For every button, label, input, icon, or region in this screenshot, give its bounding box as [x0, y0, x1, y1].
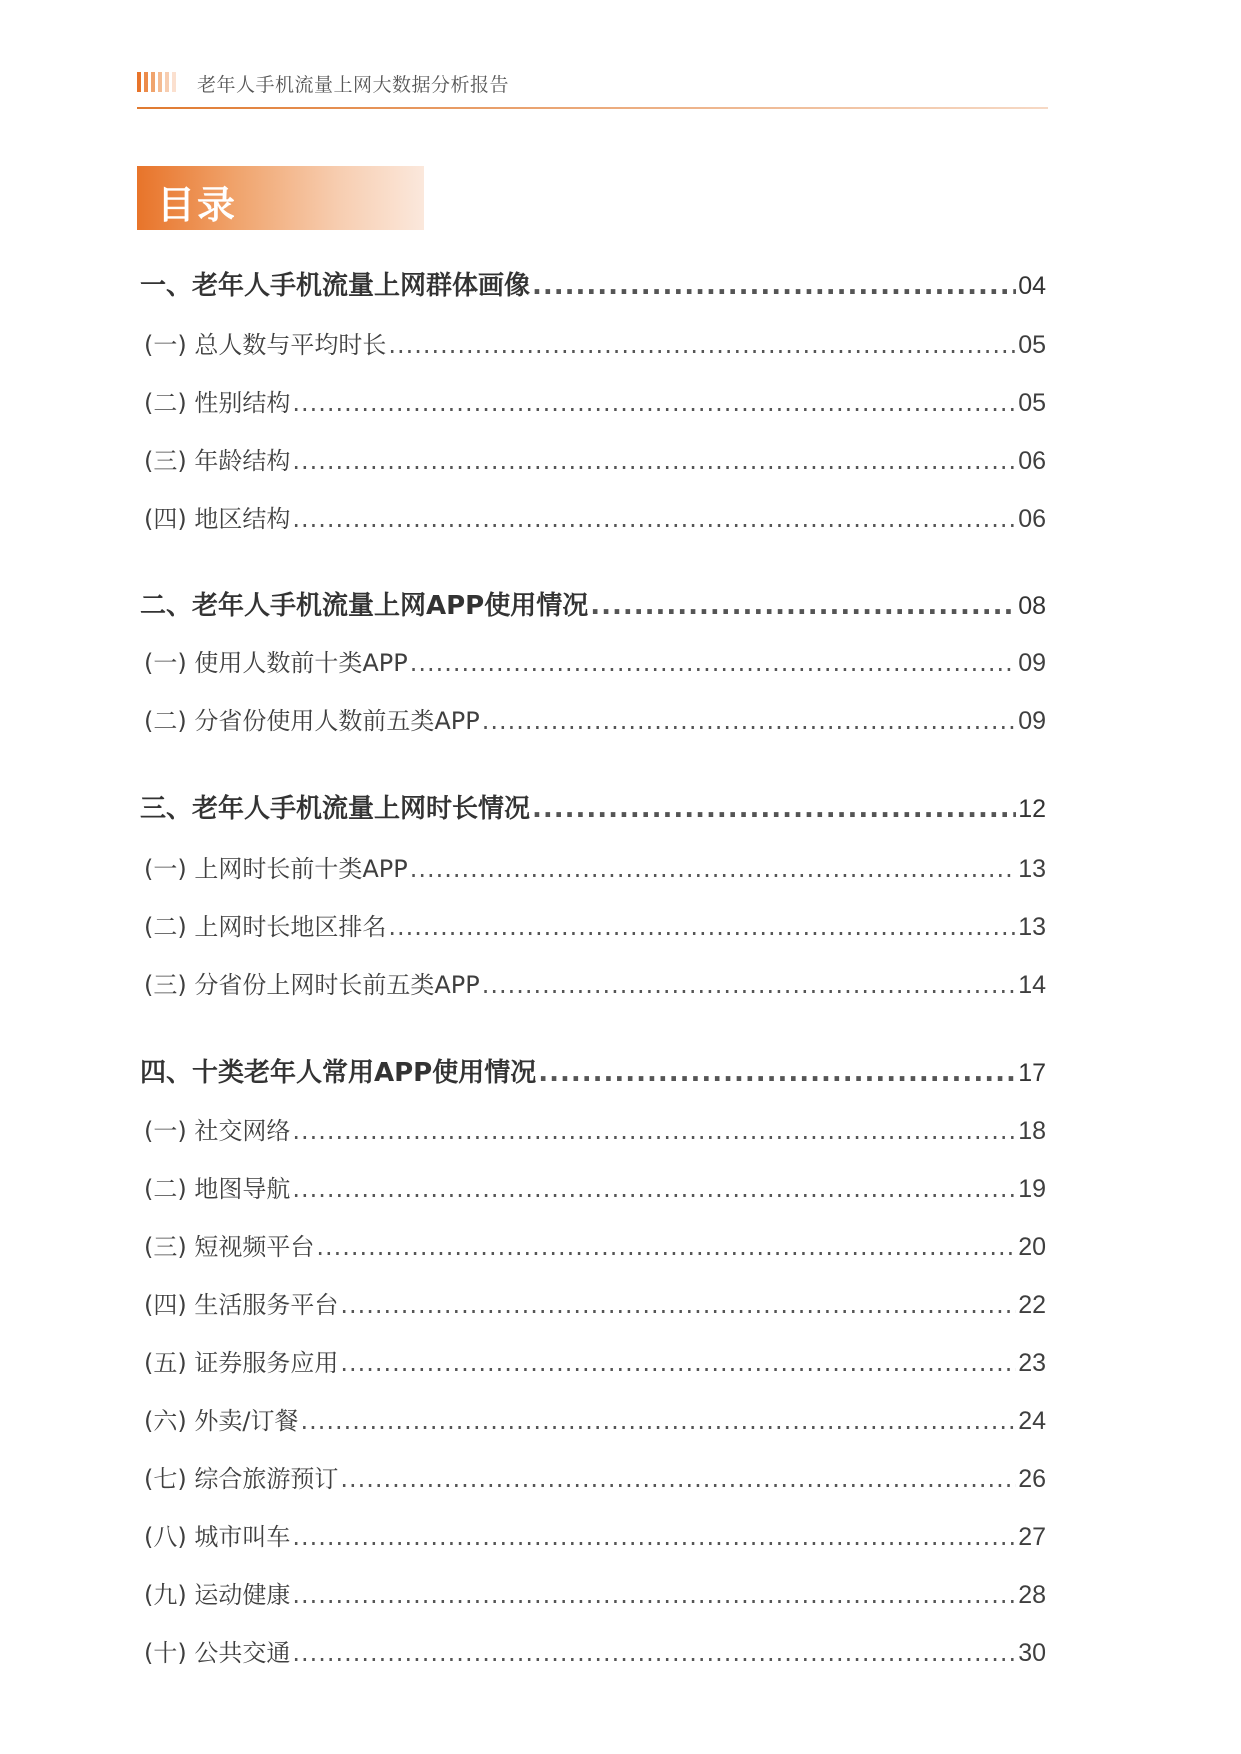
toc-label: (九) 运动健康 — [144, 1581, 291, 1609]
dot-leader — [538, 1058, 1016, 1088]
toc-item[interactable] — [140, 1517, 1046, 1552]
toc-section-2[interactable] — [140, 585, 1046, 622]
bar-6 — [172, 72, 176, 92]
page-header — [137, 68, 1048, 110]
dot-leader — [410, 855, 1016, 883]
toc-label: (七) 综合旅游预订 — [144, 1465, 339, 1493]
toc-page: 26 — [1018, 1465, 1046, 1493]
toc-item[interactable] — [140, 849, 1046, 884]
toc-item[interactable] — [140, 1169, 1046, 1204]
toc-label: 一、老年人手机流量上网群体画像 — [140, 271, 531, 301]
toc-item[interactable] — [140, 499, 1046, 534]
header-divider — [137, 107, 1048, 109]
toc-label: (一) 上网时长前十类APP — [144, 855, 408, 883]
dot-leader — [292, 447, 1016, 475]
dot-leader — [292, 1175, 1016, 1203]
toc-page: 14 — [1018, 971, 1046, 999]
toc-label: (二) 上网时长地区排名 — [144, 913, 387, 941]
dot-leader — [316, 1233, 1016, 1261]
toc-item[interactable] — [140, 1401, 1046, 1436]
toc-page: 30 — [1018, 1639, 1046, 1667]
dot-leader — [292, 1639, 1016, 1667]
report-title: 老年人手机流量上网大数据分析报告 — [197, 74, 510, 96]
toc-label: (八) 城市叫车 — [144, 1523, 291, 1551]
toc-item[interactable] — [140, 383, 1046, 418]
toc-label: (十) 公共交通 — [144, 1639, 291, 1667]
toc-page: 27 — [1018, 1523, 1046, 1551]
dot-leader — [292, 389, 1016, 417]
toc-page: 09 — [1018, 707, 1046, 735]
toc-label: (四) 地区结构 — [144, 505, 291, 533]
toc-label: (一) 总人数与平均时长 — [144, 331, 387, 359]
toc-page: 04 — [1018, 272, 1046, 300]
toc-item[interactable] — [140, 1285, 1046, 1320]
toc-item[interactable] — [140, 1633, 1046, 1668]
dot-leader — [532, 794, 1016, 824]
bar-1 — [137, 72, 141, 92]
dot-leader — [340, 1291, 1016, 1319]
toc-label: (三) 短视频平台 — [144, 1233, 315, 1261]
toc-page: 06 — [1018, 447, 1046, 475]
toc-page: 13 — [1018, 855, 1046, 883]
dot-leader — [300, 1407, 1016, 1435]
toc-page: 24 — [1018, 1407, 1046, 1435]
toc-item[interactable] — [140, 325, 1046, 360]
toc-title: 目录 — [157, 183, 238, 227]
toc-label: (三) 分省份上网时长前五类APP — [144, 971, 480, 999]
toc-item[interactable] — [140, 965, 1046, 1000]
toc-label: (五) 证券服务应用 — [144, 1349, 339, 1377]
toc-section-4[interactable] — [140, 1052, 1046, 1089]
dot-leader — [292, 1581, 1016, 1609]
toc-label: 四、十类老年人常用APP使用情况 — [140, 1058, 537, 1088]
toc-page: 23 — [1018, 1349, 1046, 1377]
dot-leader — [482, 707, 1016, 735]
toc-item[interactable] — [140, 1111, 1046, 1146]
toc-section-1[interactable] — [140, 265, 1046, 302]
toc-section-3[interactable] — [140, 788, 1046, 825]
toc-item[interactable] — [140, 907, 1046, 942]
toc-page: 13 — [1018, 913, 1046, 941]
dot-leader — [292, 1523, 1016, 1551]
toc-label: (三) 年龄结构 — [144, 447, 291, 475]
bar-3 — [151, 72, 155, 92]
toc-item[interactable] — [140, 1343, 1046, 1378]
toc-item[interactable] — [140, 1459, 1046, 1494]
toc-item[interactable] — [140, 1575, 1046, 1610]
bar-2 — [144, 72, 148, 92]
toc-page: 08 — [1018, 592, 1046, 620]
toc-label: (二) 性别结构 — [144, 389, 291, 417]
toc-page: 05 — [1018, 331, 1046, 359]
dot-leader — [388, 913, 1016, 941]
toc-label: (二) 地图导航 — [144, 1175, 291, 1203]
toc-page: 06 — [1018, 505, 1046, 533]
bars-icon — [137, 72, 176, 92]
dot-leader — [532, 271, 1016, 301]
toc-item[interactable] — [140, 441, 1046, 476]
toc-page: 18 — [1018, 1117, 1046, 1145]
toc-label: 三、老年人手机流量上网时长情况 — [140, 794, 531, 824]
toc-label: 二、老年人手机流量上网APP使用情况 — [140, 591, 589, 621]
toc-page: 22 — [1018, 1291, 1046, 1319]
toc-banner — [137, 166, 424, 230]
toc-page: 12 — [1018, 795, 1046, 823]
dot-leader — [340, 1349, 1016, 1377]
dot-leader — [410, 649, 1016, 677]
dot-leader — [292, 1117, 1016, 1145]
dot-leader — [388, 331, 1016, 359]
toc-label: (四) 生活服务平台 — [144, 1291, 339, 1319]
toc-label: (二) 分省份使用人数前五类APP — [144, 707, 480, 735]
toc-page: 09 — [1018, 649, 1046, 677]
toc-page: 05 — [1018, 389, 1046, 417]
toc-label: (一) 社交网络 — [144, 1117, 291, 1145]
bar-4 — [158, 72, 162, 92]
toc-page: 19 — [1018, 1175, 1046, 1203]
toc-label: (六) 外卖/订餐 — [144, 1407, 299, 1435]
toc-page: 28 — [1018, 1581, 1046, 1609]
toc-item[interactable] — [140, 1227, 1046, 1262]
dot-leader — [340, 1465, 1016, 1493]
dot-leader — [482, 971, 1016, 999]
dot-leader — [590, 591, 1016, 621]
toc-label: (一) 使用人数前十类APP — [144, 649, 408, 677]
toc-item[interactable] — [140, 701, 1046, 736]
toc-page: 17 — [1018, 1059, 1046, 1087]
dot-leader — [292, 505, 1016, 533]
toc-item[interactable] — [140, 643, 1046, 678]
bar-5 — [165, 72, 169, 92]
toc-page: 20 — [1018, 1233, 1046, 1261]
